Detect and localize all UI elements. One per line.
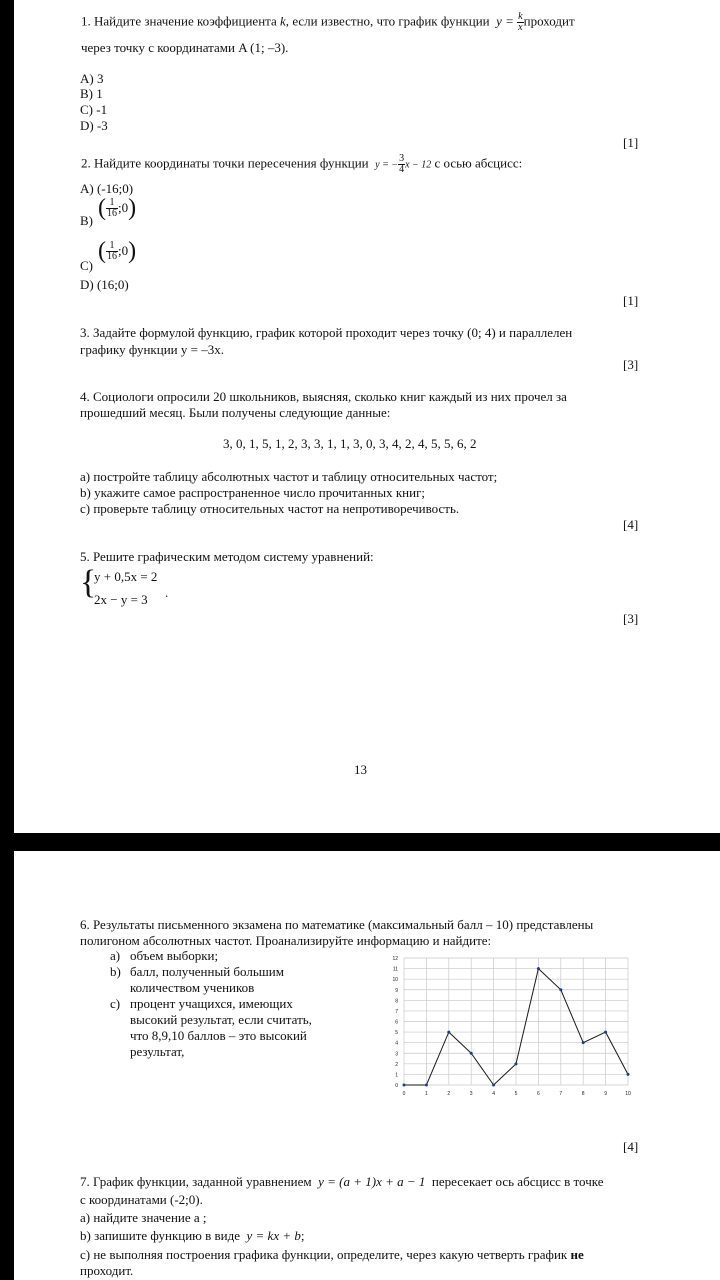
q4-line1: 4. Социологи опросили 20 школьников, выясняя, сколько книг каждый из них прочел за bbox=[80, 389, 567, 404]
q2-option-c-tail: ;0 bbox=[118, 243, 129, 258]
page-2 bbox=[14, 851, 720, 1280]
q7-part-c-line2: проходит. bbox=[80, 1263, 134, 1278]
q1-text-c: проходит bbox=[523, 13, 575, 29]
x-tick-3: 3 bbox=[469, 1091, 473, 1097]
q2-line1 bbox=[81, 154, 522, 175]
q2-option-b bbox=[80, 195, 137, 228]
q2-fraction bbox=[398, 154, 405, 175]
x-tick-2: 2 bbox=[447, 1091, 451, 1097]
q5-eq2: 2x − y = 3 bbox=[94, 592, 148, 607]
q2-fn-y: y = − bbox=[375, 159, 399, 171]
q2-mark: [1] bbox=[623, 293, 639, 308]
x-tick-1: 1 bbox=[425, 1091, 428, 1097]
q5-brace: { bbox=[80, 564, 97, 601]
q6-b-label: b) bbox=[110, 964, 121, 979]
q7-part-c-bold: не bbox=[570, 1247, 584, 1262]
y-tick-12: 12 bbox=[392, 956, 398, 962]
q4-line2: прошедший месяц. Были получены следующие данные: bbox=[80, 405, 391, 420]
q7-part-c-line1 bbox=[80, 1247, 584, 1263]
y-tick-4: 4 bbox=[395, 1040, 398, 1047]
y-tick-7: 7 bbox=[395, 1008, 398, 1015]
q2-option-c-label: C) bbox=[80, 258, 93, 273]
x-tick-9: 9 bbox=[604, 1091, 607, 1097]
q1-fn-y: y = bbox=[496, 13, 514, 29]
y-tick-10: 10 bbox=[392, 977, 398, 984]
q6-b-line1: балл, полученный большим bbox=[130, 964, 284, 979]
q6-line2: полигоном абсолютных частот. Проанализируйте информацию и найдите: bbox=[80, 933, 492, 948]
y-tick-8: 8 bbox=[395, 998, 398, 1005]
q6-b-line2: количеством учеников bbox=[130, 980, 255, 995]
page-number: 13 bbox=[354, 762, 367, 777]
q2-option-c bbox=[80, 238, 137, 273]
q2-option-b-den: 16 bbox=[107, 207, 117, 219]
q6-a: объем выборки; bbox=[130, 948, 219, 963]
q2-option-c-rparen: ) bbox=[128, 238, 137, 264]
q3-line1: 3. Задайте формулой функцию, график которой проходит через точку (0; 4) и параллелен bbox=[80, 325, 573, 340]
chart-svg bbox=[360, 951, 636, 1101]
q6-a-label: a) bbox=[110, 948, 121, 963]
data-point-9 bbox=[604, 1031, 607, 1034]
q1-option-b: B) 1 bbox=[80, 86, 103, 101]
q1-line1 bbox=[81, 12, 575, 33]
q1-frac-num: k bbox=[518, 11, 523, 22]
q4-data: 3, 0, 1, 5, 1, 2, 3, 3, 1, 1, 3, 0, 3, 4, 2, 4, 5, 5, 6, 2 bbox=[223, 436, 477, 451]
q7-part-b-equation: y = kx + b bbox=[246, 1228, 301, 1243]
q7-text-b: пересекает ось абсцисс в точке bbox=[431, 1174, 604, 1189]
q2-option-b-fraction bbox=[106, 198, 118, 219]
q1-option-d: D) -3 bbox=[80, 118, 108, 133]
q7-part-b-tail: ; bbox=[300, 1228, 305, 1243]
q7-line2: с координатами (-2;0). bbox=[80, 1192, 203, 1207]
q2-text-a: 2. Найдите координаты точки пересечения функции bbox=[81, 155, 369, 171]
q7-line1 bbox=[80, 1174, 604, 1190]
q2-frac-den: 4 bbox=[399, 164, 405, 175]
q1-line2: через точку с координатами A (1; –3). bbox=[81, 40, 289, 55]
q7-part-a: a) найдите значение a ; bbox=[80, 1210, 207, 1225]
x-tick-6: 6 bbox=[537, 1091, 540, 1097]
q2-option-c-lparen: ( bbox=[98, 238, 106, 264]
q6-line1: 6. Результаты письменного экзамена по математике (максимальный балл – 10) представлены bbox=[80, 917, 594, 932]
q6-c-line1: процент учащихся, имеющих bbox=[130, 996, 293, 1011]
y-tick-5: 5 bbox=[395, 1030, 398, 1037]
q6-c-line3: что 8,9,10 баллов – это высокий bbox=[130, 1028, 307, 1043]
q2-option-b-lparen: ( bbox=[98, 195, 106, 221]
q7-equation: y = (a + 1)x + a − 1 bbox=[318, 1174, 426, 1189]
q2-option-c-num: 1 bbox=[106, 241, 118, 252]
q2-option-b-label: B) bbox=[80, 213, 93, 228]
q2-option-b-value bbox=[98, 196, 136, 220]
q1-mark: [1] bbox=[623, 135, 639, 150]
q3-mark: [3] bbox=[623, 357, 639, 372]
data-point-5 bbox=[515, 1062, 518, 1065]
q4-part-b: b) укажите самое распространенное число прочитанных книг; bbox=[80, 485, 426, 500]
q4-mark: [4] bbox=[623, 517, 639, 532]
q2-frac-num: 3 bbox=[399, 153, 405, 164]
q7-part-c-text: c) не выполняя построения графика функции, определите, через какую четверть график bbox=[80, 1247, 568, 1262]
q3-line2: графику функции y = –3x. bbox=[80, 342, 224, 357]
data-point-6 bbox=[537, 967, 540, 970]
q4-part-a: a) постройте таблицу абсолютных частот и таблицу относительных частот; bbox=[80, 469, 498, 484]
q5-line1: 5. Решите графическим методом систему уравнений: bbox=[80, 549, 374, 564]
q5-dot: . bbox=[165, 585, 169, 600]
q6-c-line4: результат, bbox=[130, 1044, 185, 1059]
q7-text-a: 7. График функции, заданной уравнением bbox=[80, 1174, 312, 1189]
q6-mark: [4] bbox=[623, 1139, 639, 1154]
q1-option-c: C) -1 bbox=[80, 102, 108, 117]
y-tick-1: 1 bbox=[395, 1072, 398, 1079]
q5-mark: [3] bbox=[623, 611, 639, 626]
data-point-10 bbox=[627, 1073, 630, 1076]
data-point-8 bbox=[582, 1041, 585, 1044]
q2-option-c-value bbox=[98, 239, 136, 263]
q2-option-a: A) (-16;0) bbox=[80, 181, 134, 196]
q2-option-b-tail: ;0 bbox=[118, 200, 129, 215]
y-tick-9: 9 bbox=[395, 987, 398, 994]
data-point-1 bbox=[425, 1084, 428, 1087]
x-tick-7: 7 bbox=[559, 1091, 563, 1097]
q2-option-b-num: 1 bbox=[106, 198, 118, 209]
q2-option-d: D) (16;0) bbox=[80, 277, 129, 292]
data-point-2 bbox=[447, 1031, 450, 1034]
q1-option-a: A) 3 bbox=[80, 71, 104, 86]
q5-eq1: y + 0,5x = 2 bbox=[94, 569, 158, 584]
y-tick-3: 3 bbox=[395, 1051, 398, 1058]
q6-c-label: c) bbox=[110, 996, 121, 1011]
q2-text-b: с осью абсцисс: bbox=[434, 155, 523, 171]
q2-option-c-fraction bbox=[106, 241, 118, 262]
data-point-0 bbox=[403, 1084, 406, 1087]
frequency-polygon-chart bbox=[360, 951, 636, 1101]
q1-text-b: если известно, что график функции bbox=[292, 13, 490, 29]
q1-k: k, bbox=[280, 13, 290, 29]
data-point-4 bbox=[492, 1084, 495, 1087]
data-point-7 bbox=[559, 988, 562, 991]
q2-option-b-rparen: ) bbox=[128, 195, 137, 221]
y-tick-0: 0 bbox=[395, 1083, 398, 1089]
x-tick-10: 10 bbox=[625, 1091, 631, 1097]
x-tick-4: 4 bbox=[492, 1091, 495, 1097]
y-tick-6: 6 bbox=[395, 1019, 398, 1026]
q1-frac-den: x bbox=[518, 22, 523, 33]
q2-option-c-den: 16 bbox=[107, 250, 117, 262]
q4-part-c: c) проверьте таблицу относительных частот на непротиворечивость. bbox=[80, 501, 460, 516]
x-tick-5: 5 bbox=[514, 1091, 518, 1097]
y-tick-2: 2 bbox=[395, 1061, 398, 1068]
q2-fn-rest: x − 12 bbox=[405, 159, 432, 171]
x-tick-8: 8 bbox=[581, 1091, 585, 1097]
q7-part-b bbox=[80, 1228, 305, 1244]
q1-text-a: 1. Найдите значение коэффициента bbox=[81, 13, 277, 29]
x-tick-0: 0 bbox=[402, 1091, 406, 1097]
y-tick-11: 11 bbox=[392, 966, 398, 973]
page-1 bbox=[14, 0, 720, 833]
data-point-3 bbox=[470, 1052, 473, 1055]
q7-part-b-text: b) запишите функцию в виде bbox=[80, 1228, 241, 1243]
q6-c-line2: высокий результат, если считать, bbox=[130, 1012, 312, 1027]
